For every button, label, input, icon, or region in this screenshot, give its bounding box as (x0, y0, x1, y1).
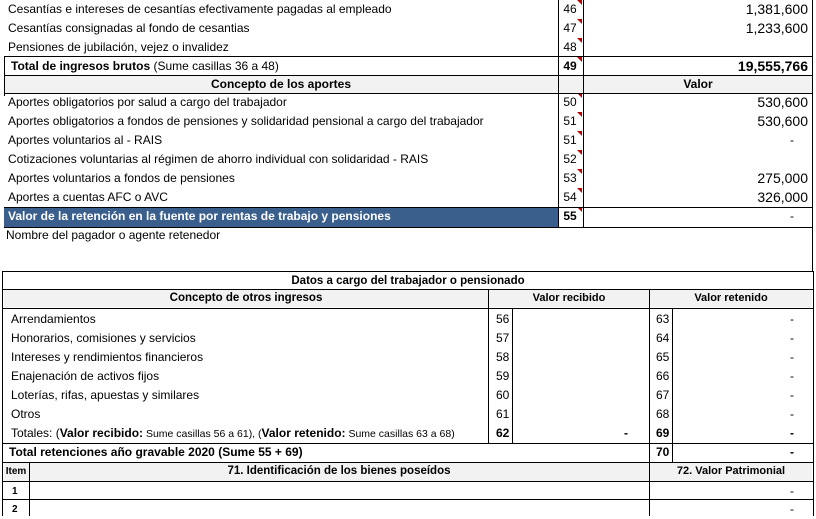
pagador-label: Nombre del pagador o agente retenedor (6, 228, 221, 242)
otro-retenido-value: - (790, 369, 794, 383)
bienes-ident-header: 71. Identificación de los bienes poseídos (227, 465, 451, 477)
retencion-label: Valor de la retención en la fuente por rentas de trabajo y pensiones (8, 209, 391, 223)
box-number: 52 (563, 152, 577, 166)
box-number: 64 (656, 331, 670, 345)
bienes-valor-header: 72. Valor Patrimonial (676, 465, 786, 477)
row-label: Cesantías consignadas al fondo de cesantias (8, 21, 250, 35)
retencion-value: - (790, 209, 794, 223)
aporte-label: Aportes obligatorios por salud a cargo del trabajador (8, 95, 287, 109)
box-number: 59 (496, 369, 510, 383)
aporte-value: 530,600 (757, 113, 808, 129)
bienes-value: - (790, 502, 794, 516)
comment-marker (577, 57, 582, 62)
bienes-value: - (790, 484, 794, 498)
aporte-label: Cotizaciones voluntarias al régimen de ahorro individual con solidaridad - RAIS (8, 152, 429, 166)
row-label: Pensiones de jubilación, vejez o invalidez (8, 40, 229, 54)
comment-marker (577, 0, 582, 5)
box-number: 50 (563, 95, 577, 109)
box-number: 70 (656, 445, 670, 459)
aporte-value: 530,600 (757, 94, 808, 110)
box-number: 68 (656, 407, 670, 421)
row-value: 1,381,600 (745, 1, 808, 17)
aporte-value: 326,000 (757, 189, 808, 205)
total-retenciones-label: Total retenciones año gravable 2020 (Sume 55 + 69) (9, 445, 303, 459)
box-number: 48 (563, 40, 577, 54)
box-number: 53 (563, 171, 577, 185)
trabajador-header: Datos a cargo del trabajador o pensionado (291, 275, 525, 287)
comment-marker (577, 112, 582, 117)
aporte-label: Aportes obligatorios a fondos de pensiones y solidaridad pensional a cargo del trabajador (8, 114, 484, 128)
otros-retenido-header: Valor retenido (694, 292, 768, 304)
box-number: 65 (656, 350, 670, 364)
totales-retenido-value: - (790, 426, 794, 440)
box-number: 51 (563, 114, 577, 128)
box-number: 54 (563, 190, 577, 204)
totales-label: Totales: (Valor recibido: Sume casillas 56 a 61), (Valor retenido: Sume casillas 63 a 68) (11, 426, 455, 440)
comment-marker (577, 38, 582, 43)
box-number: 57 (496, 331, 510, 345)
otro-retenido-value: - (790, 350, 794, 364)
otro-retenido-value: - (790, 312, 794, 326)
otro-label: Intereses y rendimientos financieros (11, 350, 204, 364)
box-number: 55 (563, 209, 577, 223)
aporte-value: 275,000 (757, 170, 808, 186)
comment-marker (577, 19, 582, 24)
row-value: 1,233,600 (745, 20, 808, 36)
otro-label: Otros (11, 407, 41, 421)
box-number: 69 (656, 426, 670, 440)
box-number: 51 (563, 133, 577, 147)
box-number: 47 (563, 21, 577, 35)
totales-recibido-value: - (624, 426, 628, 440)
bienes-item-number: 2 (12, 504, 18, 515)
box-number: 62 (496, 426, 510, 440)
box-number: 66 (656, 369, 670, 383)
box-number: 58 (496, 350, 510, 364)
aporte-label: Aportes voluntarios al - RAIS (8, 133, 163, 147)
otro-label: Honorarios, comisiones y servicios (11, 331, 196, 345)
box-number: 67 (656, 388, 670, 402)
otro-retenido-value: - (790, 331, 794, 345)
box-number: 46 (563, 2, 577, 16)
aportes-value-header: Valor (683, 77, 713, 91)
total-ingresos-label: Total de ingresos brutos (Sume casillas 36 a 48) (11, 59, 279, 73)
bienes-item-header: Item (5, 466, 27, 477)
otro-label: Loterías, rifas, apuestas y similares (11, 388, 200, 402)
aportes-concept-header: Concepto de los aportes (210, 77, 352, 91)
aporte-value: - (790, 133, 794, 147)
box-number: 63 (656, 312, 670, 326)
bienes-item-number: 1 (12, 486, 18, 497)
otro-retenido-value: - (790, 407, 794, 421)
otros-concept-header: Concepto de otros ingresos (169, 292, 323, 304)
total-retenciones-value: - (790, 445, 794, 459)
box-number: 60 (496, 388, 510, 402)
comment-marker (577, 169, 582, 174)
aporte-label: Aportes a cuentas AFC o AVC (8, 190, 168, 204)
aporte-label: Aportes voluntarios a fondos de pensiones (8, 171, 235, 185)
otros-recibido-header: Valor recibido (532, 292, 606, 304)
comment-marker (577, 188, 582, 193)
row-label: Cesantías e intereses de cesantías efectivamente pagadas al empleado (8, 2, 392, 16)
box-number: 56 (496, 312, 510, 326)
box-number: 61 (496, 407, 510, 421)
otro-retenido-value: - (790, 388, 794, 402)
total-ingresos-value: 19,555,766 (737, 58, 808, 74)
otro-label: Enajenación de activos fijos (11, 369, 160, 383)
otro-label: Arrendamientos (11, 312, 96, 326)
comment-marker (577, 150, 582, 155)
box-number: 49 (563, 59, 577, 73)
comment-marker (577, 131, 582, 136)
